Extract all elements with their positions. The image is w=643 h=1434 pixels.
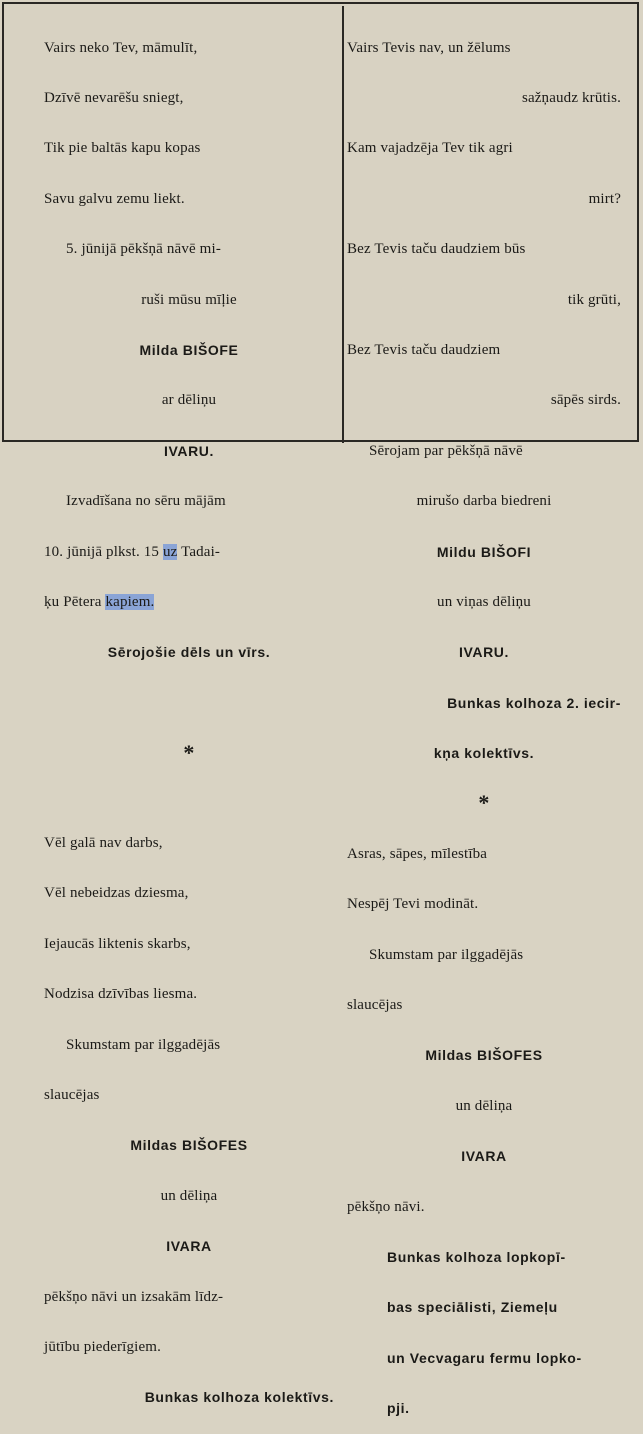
collective-signature: Bunkas kolhoza 2. iecir- (447, 694, 621, 711)
notice-text: ar dēliņu (161, 392, 217, 409)
poem-line: sažņaudz krūtis. (521, 89, 621, 106)
collective-signature: un Vecvagaru fermu lopko- (387, 1349, 582, 1366)
poem-line: Vēl nebeidzas dziesma, (44, 885, 189, 902)
funeral-text: Tadai- (177, 543, 221, 560)
star-separator: * (183, 740, 195, 766)
poem-line: Tik pie baltās kapu kopas (44, 140, 201, 157)
deceased-name: Mildas BIŠOFES (130, 1137, 248, 1154)
poem-line: sāpēs sirds. (550, 392, 621, 409)
poem-line: mirt? (588, 190, 621, 207)
collective-signature: kņa kolektīvs. (433, 745, 535, 762)
deceased-name: IVARA (461, 1148, 507, 1165)
deceased-name: Mildas BIŠOFES (425, 1047, 543, 1064)
notice-text: ruši mūsu mīļie (141, 291, 237, 308)
notice-text: mirušo darba biedreni (416, 493, 552, 510)
notice-text: un viņas dēliņu (437, 593, 531, 610)
poem-line: Vēl galā nav darbs, (44, 835, 163, 852)
poem-line: Savu galvu zemu liekt. (44, 190, 185, 207)
notice-text: slaucējas (44, 1087, 100, 1103)
notice-text: jūtību piederīgiem. (44, 1338, 161, 1355)
deceased-name: Milda BIŠOFE (139, 341, 239, 358)
funeral-text: ķu Pētera (44, 593, 106, 610)
collective-signature: Bunkas kolhoza lopkopī- (387, 1248, 566, 1265)
poem-line: Dzīvē nevarēšu sniegt, (44, 89, 184, 106)
mourners-signature: Sērojošie dēls un vīrs. (107, 644, 271, 661)
collective-signature: Bunkas kolhoza kolektīvs. (144, 1389, 334, 1406)
notice-text: un dēliņa (160, 1187, 218, 1204)
poem-line: Nespēj Tevi modināt. (347, 896, 479, 913)
poem-line: Vairs neko Tev, māmulīt, (44, 39, 198, 56)
notice-text: pēkšņo nāvi un izsakām līdz- (44, 1288, 224, 1305)
deceased-name: IVARU. (163, 442, 214, 459)
poem-line: Iejaucās liktenis skarbs, (44, 935, 191, 952)
poem-line: Bez Tevis taču daudziem (347, 341, 501, 358)
poem-line: tik grūti, (567, 291, 621, 308)
funeral-text: 10. jūnijā plkst. 15 (44, 543, 163, 560)
highlighted-text[interactable]: kapiem. (105, 593, 155, 610)
notice-text: pēkšņo nāvi. (347, 1198, 425, 1215)
poem-line: Asras, sāpes, mīlestība (347, 845, 488, 862)
highlighted-text[interactable]: uz (162, 543, 178, 560)
funeral-info: Izvadīšana no sēru mājām (66, 493, 226, 510)
notice-text: 5. jūnijā pēkšņā nāvē mi- (66, 241, 221, 258)
deceased-name: Mildu BIŠOFI (436, 543, 532, 560)
deceased-name: IVARA (166, 1238, 212, 1255)
collective-signature: bas speciālisti, Ziemeļu (387, 1299, 558, 1316)
column-divider (342, 6, 344, 443)
deceased-name: IVARU. (458, 644, 509, 661)
notice-text: Sērojam par pēkšņā nāvē (369, 442, 523, 459)
notice-text: Skumstam par ilggadējās (369, 946, 524, 963)
notice-text: un dēliņa (455, 1097, 513, 1114)
poem-line: Bez Tevis taču daudziem būs (347, 241, 526, 258)
collective-signature: pji. (387, 1400, 410, 1417)
star-separator: * (478, 790, 490, 816)
poem-line: Vairs Tevis nav, un žēlums (347, 39, 511, 56)
notice-text: Skumstam par ilggadējās (66, 1036, 221, 1053)
poem-line: Kam vajadzēja Tev tik agri (347, 140, 513, 157)
notice-text: slaucējas (347, 997, 403, 1014)
left-column (44, 6, 334, 1423)
funeral-info (44, 544, 334, 561)
right-column (347, 6, 621, 1434)
poem-line: Nodzisa dzīvības liesma. (44, 986, 198, 1003)
funeral-info (44, 594, 334, 611)
